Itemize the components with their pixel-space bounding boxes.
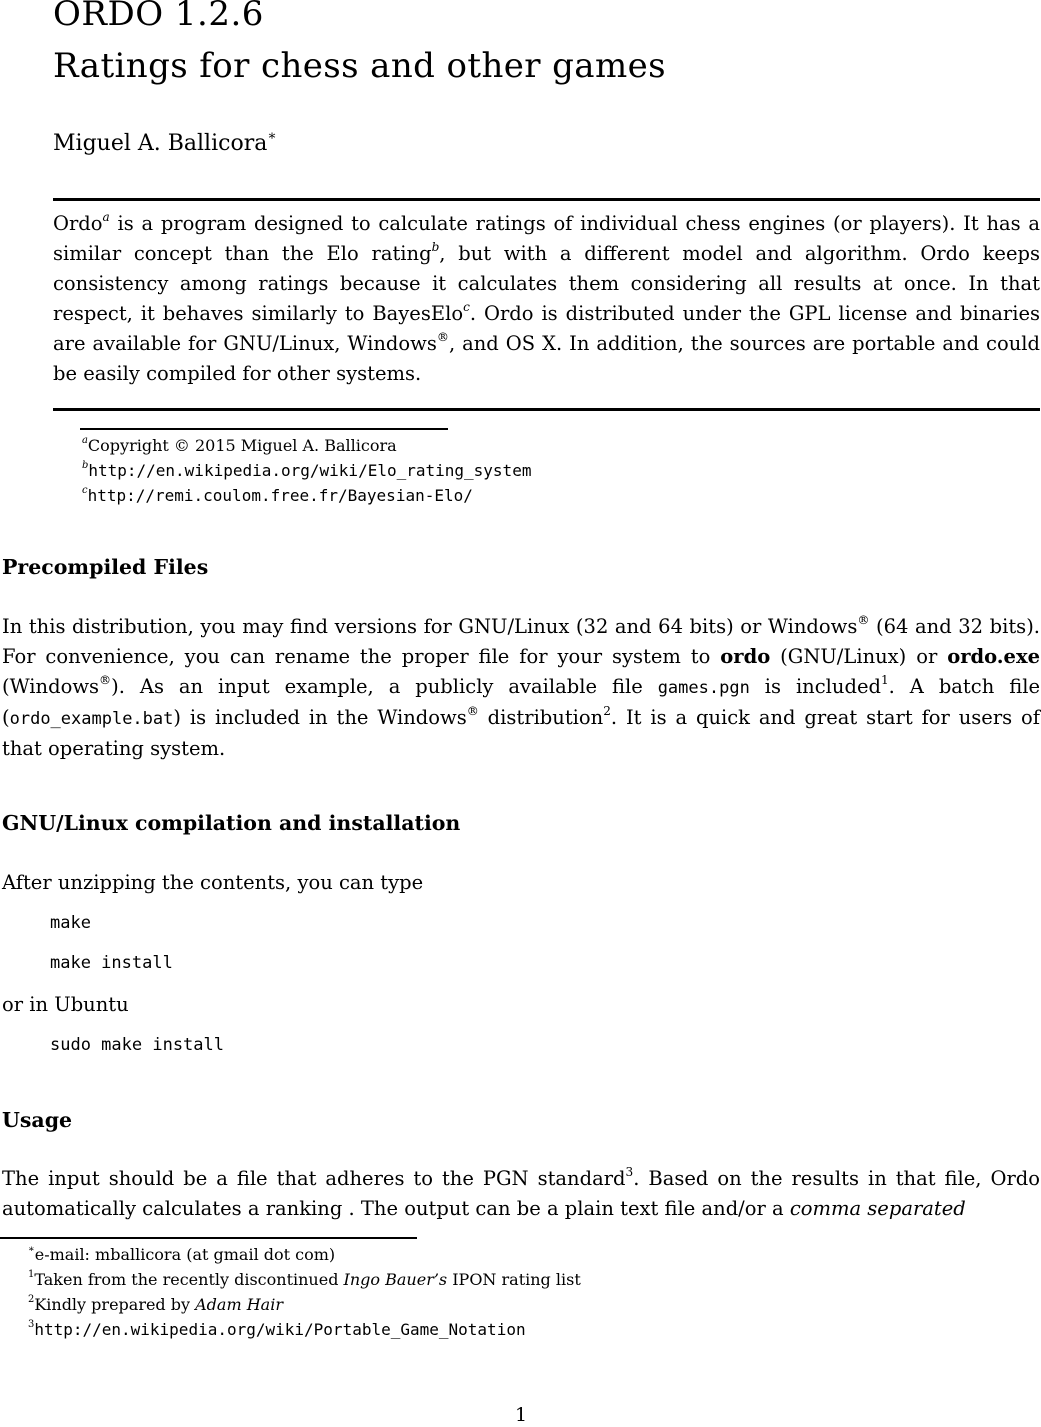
- abstract-top-rule: [53, 198, 1040, 201]
- footnote-italic: Adam Hair: [195, 1295, 283, 1314]
- footnote-ref-1[interactable]: 1: [880, 672, 889, 687]
- document-title: ORDO 1.2.6: [53, 0, 264, 34]
- footnote-italic: Ingo Bauer’s: [343, 1270, 448, 1289]
- abstract-footnote-rule: [80, 428, 448, 430]
- footnote-link[interactable]: http://remi.coulom.free.fr/Bayesian-Elo/: [87, 486, 473, 505]
- paragraph-text: The input should be a file that adheres to the PGN standard: [2, 1167, 626, 1190]
- abstract-footnote-c: [82, 486, 473, 505]
- footnote-text: Taken from the recently discontinued: [34, 1270, 344, 1289]
- precompiled-paragraph: [2, 612, 1040, 764]
- author-text: Miguel A. Ballicora: [53, 131, 268, 156]
- footnote-ref-3[interactable]: 3: [625, 1164, 634, 1179]
- code-command: sudo make install: [50, 1035, 224, 1055]
- footnote-rule: [0, 1237, 417, 1239]
- footnote-text: e-mail: mballicora (at gmail dot com): [34, 1245, 336, 1264]
- gnu-intro: After unzipping the contents, you can type: [2, 871, 424, 894]
- bold-term: ordo: [720, 645, 771, 668]
- abstract-text: is a program designed to calculate ratings of individual chess engines (or players). It has a similar concept than the Elo rating: [53, 212, 1040, 265]
- section-heading-precompiled: Precompiled Files: [2, 555, 209, 579]
- inline-code: ordo_example.bat: [9, 709, 174, 729]
- paragraph-text: distribution: [478, 706, 604, 729]
- author-footnote-mark: ∗: [267, 127, 277, 144]
- abstract: [53, 209, 1040, 389]
- author-name: [53, 127, 277, 156]
- footnote-text: IPON rating list: [447, 1270, 581, 1289]
- footnote-mark: 1: [28, 1269, 35, 1281]
- registered-mark: ®: [436, 329, 449, 344]
- footnote-author: [28, 1245, 335, 1264]
- paragraph-text: (Windows: [2, 675, 100, 698]
- footnote-mark: ∗: [28, 1244, 35, 1256]
- code-command: make install: [50, 953, 173, 973]
- gnu-ubuntu-text: or in Ubuntu: [2, 993, 129, 1016]
- document-subtitle: Ratings for chess and other games: [53, 46, 666, 86]
- registered-mark: ®: [466, 703, 479, 718]
- paragraph-text: In this distribution, you may find versions for GNU/Linux (32 and 64 bits) or Windows: [2, 615, 858, 638]
- usage-paragraph: [2, 1164, 1040, 1224]
- footnote-mark: a: [82, 435, 88, 447]
- abstract-mark-b: b: [431, 239, 440, 254]
- abstract-text: , but with a different model and algorithm. Ordo keeps consistency among ratings because it calculates them considering all results at once. In that respect, it behaves similarly to BayesElo: [53, 242, 1040, 325]
- section-heading-gnu-linux: GNU/Linux compilation and installation: [2, 811, 461, 835]
- footnote-ref-2[interactable]: 2: [603, 703, 611, 718]
- registered-mark: ®: [99, 672, 112, 687]
- abstract-text: . Ordo is distributed under the GPL license and binaries are available for GNU/Linux, Windows: [53, 302, 1040, 355]
- abstract-bottom-rule: [53, 408, 1040, 411]
- paragraph-text: (GNU/Linux) or: [770, 645, 948, 668]
- paragraph-text: . Based on the results in that file, Ordo automatically calculates a ranking . The output can be a plain text file and/or a: [2, 1167, 1041, 1220]
- section-heading-usage: Usage: [2, 1108, 73, 1132]
- inline-code: games.pgn: [657, 678, 750, 698]
- abstract-footnote-b: [82, 461, 531, 480]
- footnote-link[interactable]: http://en.wikipedia.org/wiki/Elo_rating_system: [88, 461, 532, 480]
- abstract-text: , and OS X. In addition, the sources are portable and could be easily compiled for other systems.: [53, 332, 1040, 385]
- footnote-mark: c: [82, 485, 88, 497]
- footnote-text: Copyright © 2015 Miguel A. Ballicora: [87, 436, 397, 455]
- footnote-mark: b: [82, 460, 89, 472]
- abstract-text: Ordo: [53, 212, 103, 235]
- bold-term: ordo.exe: [947, 645, 1040, 668]
- italic-text: comma separated: [789, 1197, 966, 1220]
- abstract-mark-a: a: [102, 209, 110, 224]
- abstract-footnote-a: [82, 436, 397, 455]
- footnote-mark: 2: [28, 1294, 35, 1306]
- code-command: make: [50, 913, 91, 933]
- footnote-3: [28, 1320, 526, 1339]
- paragraph-text: . It is a quick and great start for users of that operating system.: [2, 706, 1040, 760]
- footnote-text: Kindly prepared by: [34, 1295, 196, 1314]
- footnote-1: [28, 1270, 581, 1289]
- paragraph-text: . A batch file (: [2, 675, 1040, 729]
- abstract-mark-c: c: [463, 299, 470, 314]
- footnote-link[interactable]: http://en.wikipedia.org/wiki/Portable_Game_Notation: [34, 1320, 526, 1339]
- footnote-mark: 3: [28, 1319, 35, 1331]
- paragraph-text: is included: [749, 675, 881, 698]
- page-number: 1: [515, 1404, 528, 1426]
- paragraph-text: ) is included in the Windows: [173, 706, 467, 729]
- paragraph-text: ). As an input example, a publicly available file: [111, 675, 658, 698]
- registered-mark: ®: [857, 612, 870, 627]
- paragraph-text: (64 and 32 bits). For convenience, you can rename the proper file for your system to: [2, 615, 1040, 668]
- footnote-2: [28, 1295, 283, 1314]
